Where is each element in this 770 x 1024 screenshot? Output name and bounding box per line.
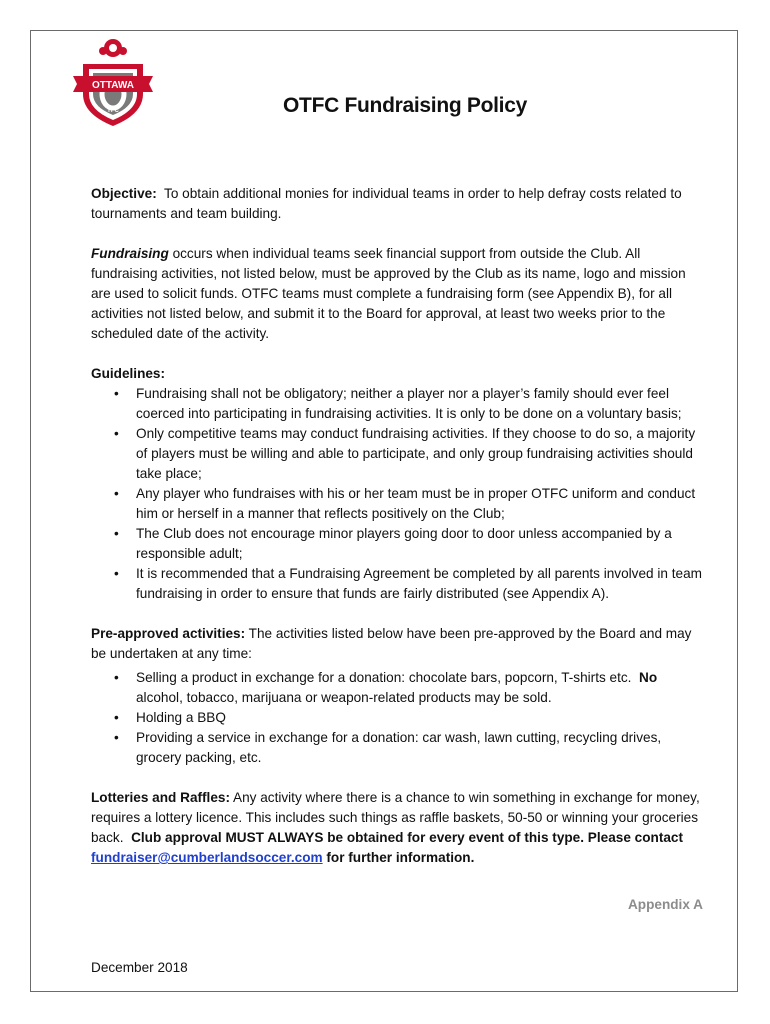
list-item: • Selling a product in exchange for a donation: chocolate bars, popcorn, T-shirts etc. No alcohol, tobacco, marijuana or weapon-related products may be sold. bbox=[114, 670, 658, 705]
preapproved-paragraph bbox=[91, 624, 705, 664]
preapproved-label: Pre-approved activities: bbox=[91, 626, 246, 641]
objective-paragraph bbox=[91, 184, 705, 224]
fundraising-text: occurs when individual teams seek financial support from outside the Club. All fundraising activities, not listed below, must be approved by the Club as its name, logo and mission are used to solicit funds. OTFC teams must complete a fundraising form (see Appendix B), for all activities not listed below, and submit it to the Board for approval, at least two weeks prior to the scheduled date of the activity. bbox=[91, 246, 686, 341]
list-item: • Fundraising shall not be obligatory; neither a player nor a player’s family should ever feel coerced into participating in fundraising activities. It is only to be done on a voluntary basis; bbox=[114, 386, 682, 421]
list-item: • Holding a BBQ bbox=[114, 710, 226, 725]
objective-text: To obtain additional monies for individual teams in order to help defray costs related to tournaments and team building. bbox=[91, 186, 682, 221]
list-item: • Providing a service in exchange for a donation: car wash, lawn cutting, recycling drives, grocery packing, etc. bbox=[114, 730, 662, 765]
guidelines-list bbox=[91, 384, 705, 604]
page-title: OTFC Fundraising Policy bbox=[283, 94, 527, 117]
document-date: December 2018 bbox=[91, 960, 188, 975]
lotteries-text: Any activity where there is a chance to win something in exchange for money, requires a lottery licence. This includes such things as raffle baskets, 50-50 or winning your groceries back. bbox=[91, 790, 700, 845]
lotteries-label: Lotteries and Raffles: bbox=[91, 790, 230, 805]
objective-label: Objective: bbox=[91, 186, 157, 201]
logo-wordmark: OTTAWA bbox=[91, 80, 135, 91]
preapproved-list bbox=[91, 668, 705, 768]
document-body bbox=[91, 184, 705, 868]
list-item: • Only competitive teams may conduct fundraising activities. If they choose to do so, a majority of players must be willing and able to participate, and only group fundraising activities should take place; bbox=[114, 426, 696, 481]
list-item: • It is recommended that a Fundraising Agreement be completed by all parents involved in team fundraising in order to ensure that funds are fairly distributed (see Appendix A). bbox=[114, 566, 702, 601]
appendix-label: Appendix A bbox=[627, 897, 703, 912]
fundraising-term: Fundraising bbox=[91, 246, 169, 261]
logo-initials: TFC bbox=[107, 108, 119, 114]
preapproved-text: The activities listed below have been pre-approved by the Board and may be undertaken at any time: bbox=[91, 626, 692, 661]
fundraising-paragraph bbox=[91, 244, 705, 344]
guidelines-heading: Guidelines: bbox=[91, 366, 166, 381]
list-item: • The Club does not encourage minor players going door to door unless accompanied by a responsible adult; bbox=[114, 526, 672, 561]
list-item: • Any player who fundraises with his or her team must be in proper OTFC uniform and conduct him or herself in a manner that reflects positively on the Club; bbox=[114, 486, 696, 521]
fundraiser-email-link[interactable]: fundraiser@cumberlandsoccer.com bbox=[91, 850, 323, 865]
lotteries-paragraph: Lotteries and Raffles: Any activity where there is a chance to win something in exchange for money, requires a lottery licence. This includes such things as raffle baskets, 50-50 or winning your groceries back. Club approval MUST ALWAYS be obtained for every event of this type. Please contact fundraiser@cumberlandsoccer.com for further information. bbox=[91, 790, 700, 865]
